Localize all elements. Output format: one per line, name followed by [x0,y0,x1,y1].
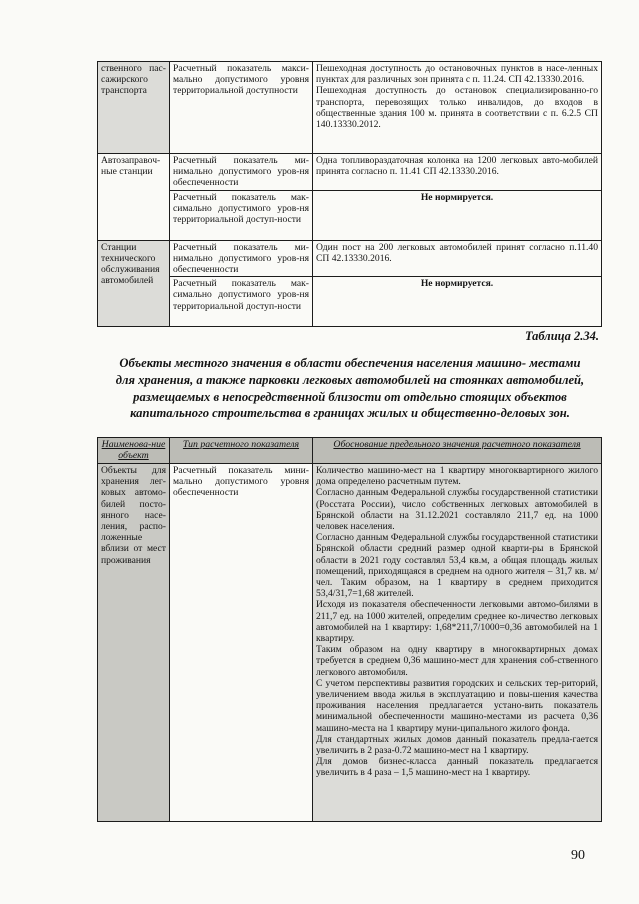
indicator-cell: Расчетный показатель мак-симально допустимого уров-ня территориальной доступ-ности [170,277,313,327]
table-header-row [98,438,602,464]
heading-line: размещаемых в непосредственной близости от отдельно стоящих объектов [133,389,567,404]
object-name-cell: Станции технического обслуживания автомобилей [98,240,170,327]
justification-paragraph: Для домов бизнес-класса данный показатель предлагается увеличить в 4 раза – 1,5 машино-мест на 1 квартиру. [316,756,598,779]
heading-line: для хранения, а также парковки легковых автомобилей на стоянках автомобилей, [115,372,585,387]
justification-paragraph: Таким образом на одну квартиру в многоквартирных домах требуется в среднем 0,36 машино-мест для хранения соб-ственного легкового автомобиля. [316,644,598,678]
table-row [98,190,602,240]
table-heading [98,355,602,422]
justification-cell: Одна топливораздаточная колонка на 1200 легковых авто-мобилей принята согласно п. 11.41 СП 42.13330.2016. [313,154,602,191]
table-continued [97,61,602,327]
page-number: 90 [571,848,585,863]
table-2-34 [97,437,602,822]
table-label: Таблица 2.34. [524,329,599,343]
heading-line: Объекты местного значения в области обеспечения населения машино- местами [119,356,581,370]
column-header: Обоснование предельного значения расчетного показателя [313,438,602,464]
justification-cell: Не нормируется. [313,277,602,327]
column-header: Тип расчетного показателя [170,438,313,464]
object-name-cell: Автозаправоч-ные станции [98,154,170,241]
table-row [98,277,602,327]
indicator-cell: Расчетный показатель мак-симально допустимого уров-ня территориальной доступ-ности [170,190,313,240]
justification-paragraph: Пешеходная доступность до остановочных пунктов в насе-ленных пунктах для различных зон принята с п. 11.24. СП 42.13330.2016. [316,63,598,86]
justification-paragraph: Для стандартных жилых домов данный показатель предла-гается увеличить в 2 раза-0.72 машино-мест на 1 квартиру. [316,733,598,757]
object-name-cell: Объекты для хранения лег-ковых автомо-билей посто-янного насе-ления, распо-ложенные вблизи от мест проживания [98,464,170,822]
justification-cell: Один пост на 200 легковых автомобилей принят согласно п.11.40 СП 42.13330.2016. [313,240,602,277]
object-name-cell: ственного пас-сажирского транспорта [98,62,170,154]
indicator-cell: Расчетный показатель ми-нимально допустимого уров-ня обеспеченности [170,154,313,191]
table-row [98,240,602,277]
justification-paragraph: Согласно данным Федеральной службы государственной статистики Брянской области средний размер одной кварти-ры в Брянской области в 2021 году составлял 53,4 кв.м, а общая площадь жилых помещений, приходящаяся в среднем на одного жителя – 31,7 кв. м/чел. Таким образом, на 1 квартиру в среднем приходится 53,4/31,7=1,68 жителей. [316,532,598,600]
indicator-cell: Расчетный показатель макси-мально допустимого уровня территориальной доступности [170,62,313,154]
indicator-cell: Расчетный показатель мини-мально допустимого уровня обеспеченности [170,464,313,822]
heading-line: капитального строительства в границах жилых и общественно-деловых зон. [130,406,570,421]
justification-paragraph: С учетом перспективы развития городских и сельских тер-риторий, увеличением ввода жилья в эксплуатацию и повы-шения качества проживания населения предлагается устано-вить показатель минимальной обеспеченности машино-местами из расчета 0,36 машино-места на 1 квартиру муни-ципального жилого фонда. [316,677,598,734]
justification-paragraph: Согласно данным Федеральной службы государственной статистики (Росстата России), число собственных легковых автомобилей в Брянской области на 31.12.2021 составляло 211,7 ед. на 1000 человек населения. [316,487,598,533]
justification-cell: Не нормируется. [313,190,602,240]
justification-cell [313,62,602,154]
indicator-cell: Расчетный показатель ми-нимально допустимого уров-ня обеспеченности [170,240,313,277]
justification-paragraph: Пешеходная доступность до остановок специализированно-го транспорта, перевозящих только инвалидов, до входов в общественные здания 100 м. принята в соответствии с п. 6.2.5 СП 140.13330.2012. [316,85,598,131]
column-header: Наименова-ние объект [98,438,170,464]
justification-paragraph: Количество машино-мест на 1 квартиру многоквартирного жилого дома определено расчетным путем. [316,465,598,488]
table-row [98,62,602,154]
table-row [98,154,602,191]
justification-cell [313,464,602,822]
table-row [98,464,602,822]
justification-paragraph: Исходя из показателя обеспеченности легковыми автомо-билями в 211,7 ед. на 1000 жителей, определим среднее ко-личество легковых автомобилей на 1 квартиру: 1,68*211,7/1000=0,36 автомобилей на 1 квартиру. [316,599,598,645]
